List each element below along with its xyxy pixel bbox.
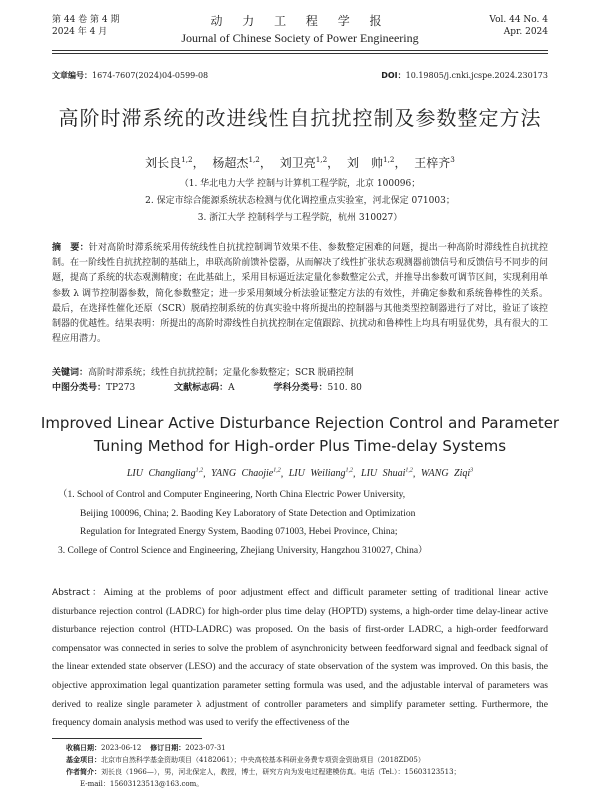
affiliation-en-line: Beijing 100096, China; 2. Baoding Key Laboratory of State Detection and Optimization (80, 508, 416, 519)
clc-number: 中图分类号：TP273 (52, 383, 136, 393)
abstract-cn-label: 摘 要： (52, 243, 89, 253)
date-cn: 2024 年 4 月 (52, 27, 108, 37)
header-right (489, 14, 548, 38)
keywords-cn (52, 365, 548, 378)
author-en: LIU Changliang$^{1,2}$ (126, 468, 204, 480)
document-code: 文献标志码：A (174, 383, 235, 393)
subject-code: 学科分类号：510. 80 (273, 383, 362, 393)
abstract-en-label: Abstract： (52, 588, 104, 598)
author-cn: 杨超杰$^{1,2}$ (212, 155, 260, 170)
paper-title-cn: 高阶时滞系统的改进线性自抗扰控制及参数整定方法 (58, 106, 542, 130)
footnote-email: E-mail：15603123513@163.com。 (80, 780, 204, 788)
authors-en: LIU Changliang$^{1,2}$, YANG Chaojie$^{1,2}$, LIU Weiliang$^{1,2}$, LIU Shuai$^{1,2}$, WANG Ziqi$^3$ (126, 468, 474, 480)
authors-cn: 刘长良$^{1,2}$， 杨超杰$^{1,2}$， 刘卫亮$^{1,2}$， 刘 帅$^{1,2}$， 王梓齐$^3$ (145, 155, 455, 170)
header-rule-top (52, 50, 548, 51)
footnote (66, 742, 548, 790)
author-en: LIU Weiliang$^{1,2}$ (288, 468, 354, 480)
paper-title-en: Improved Linear Active Disturbance Rejection Control and Parameter Tuning Method for High-order Plus Time-delay Systems (40, 414, 560, 455)
abstract-cn-text: 针对高阶时滞系统采用传统线性自抗扰控制调节效果不佳、参数整定困难的问题，提出一种高阶时滞线性自抗扰控制。在一阶线性自抗扰控制的基础上，串联高阶前馈补偿器，从而解决了线性扩张状态观测器前馈信号和反馈信号不同步的问题，提高了系统的状态观测精度；在此基础上，采用目标逼近法定量化参数整定公式，并推导出参数可调节区间，实现利用单参数 λ 调节控制器参数，简化参数整定；进一步采用频域分析法验证整定方法的有效性，并确定参数和系统鲁棒性的关系。最后，在选择性催化还原（SCR）脱硝控制系统的仿真实验中将所提出的控制器与其他类型控制器进行了对比，验证了该控制器的优越性。结果表明：所提出的高阶时滞线性自抗扰控制在定值跟踪、抗扰动和鲁棒性上均具有明显优势，具有很大的工程应用潜力。 (52, 243, 548, 345)
keywords-cn-text: 高阶时滞系统；线性自抗扰控制；定量化参数整定；SCR 脱硝控制 (88, 368, 354, 378)
affiliations-cn (0, 176, 600, 227)
affiliation-en-line: Regulation for Integrated Energy System, Baoding 071003, Hebei Province, China; (80, 527, 398, 537)
journal-name-cn: 动 力 工 程 学 报 (210, 14, 390, 28)
abstract-en-text: Aiming at the problems of poor adjustment effect and difficult parameter setting of traditional linear active disturbance rejection control (LADRC) for high-order plus time delay (HOPTD) systems, a high-order time delay-linear active disturbance rejection control (HTD-LADRC) was proposed. On the basis of first-order LADRC, a high-order feedforward compensator was connected in series to solve the problem of asynchronicity between feedforward signal and feedback signal of the linear extended state observer (LESO) and the accuracy of state observation of the system was improved. On this basis, the objective approximation legal quantization parameter setting formula was used, and the adjustable interval of parameters was derived to realize single parameter λ adjustment of controller parameters and simplify parameter setting. Furthermore, the frequency domain analysis method was used to verify the effectiveness of the (52, 587, 548, 729)
footnote-fund: 基金项目：北京市自然科学基金资助项目（4182061）；中央高校基本科研业务费专项资金资助项目（2018ZD05） (66, 756, 425, 764)
header-rule-bottom (52, 53, 548, 54)
affiliation-cn: （1. 华北电力大学 控制与计算机工程学院，北京 100096； (179, 179, 421, 189)
doi-label: DOI： (381, 71, 406, 80)
abstract-cn (52, 241, 548, 347)
author-cn: 刘长良$^{1,2}$ (145, 155, 193, 170)
affiliation-en-line: （1. School of Control and Computer Engineering, North China Electric Power University, (58, 490, 406, 500)
author-en: LIU Shuai$^{1,2}$ (361, 468, 413, 480)
running-header (52, 8, 548, 48)
author-en: WANG Ziqi$^3$ (420, 468, 474, 480)
author-cn: 刘卫亮$^{1,2}$ (279, 155, 328, 170)
classification-cn (52, 380, 548, 393)
keywords-cn-label: 关键词： (52, 368, 89, 378)
affiliation-cn: 3. 浙江大学 控制科学与工程学院，杭州 310027） (197, 213, 403, 223)
article-no: 1674-7607(2024)04-0599-08 (92, 71, 209, 80)
author-en: YANG Chaojie$^{1,2}$ (211, 468, 281, 480)
journal-name-en: Journal of Chinese Society of Power Engineering (181, 31, 419, 45)
volume-en: Vol. 44 No. 4 (489, 15, 548, 25)
header-center (52, 12, 548, 46)
footnote-rule (52, 738, 202, 739)
article-no-label: 文章编号： (52, 71, 92, 80)
affiliations-en (58, 486, 542, 560)
footnote-author: 作者简介：刘长良（1966—），男，河北保定人，教授，博士，研究方向为发电过程建模仿真。电话（Tel.）：15603123513； (66, 768, 461, 776)
author-cn: 刘 帅$^{1,2}$ (346, 155, 395, 170)
volume-cn: 第 44 卷 第 4 期 (52, 15, 120, 25)
abstract-en (52, 584, 548, 733)
footnote-dates: 收稿日期：2023-06-12 修订日期：2023-07-31 (66, 744, 226, 752)
doi: 10.19805/j.cnki.jcspe.2024.230173 (405, 71, 548, 80)
affiliation-cn: 2. 保定市综合能源系统状态检测与优化调控重点实验室，河北保定 071003； (145, 196, 455, 206)
affiliation-en-line: 3. College of Control Science and Engineering, Zhejiang University, Hangzhou 310027, China） (58, 545, 428, 556)
article-meta (52, 70, 548, 81)
date-en: Apr. 2024 (503, 27, 548, 37)
author-cn: 王梓齐$^3$ (414, 155, 455, 170)
